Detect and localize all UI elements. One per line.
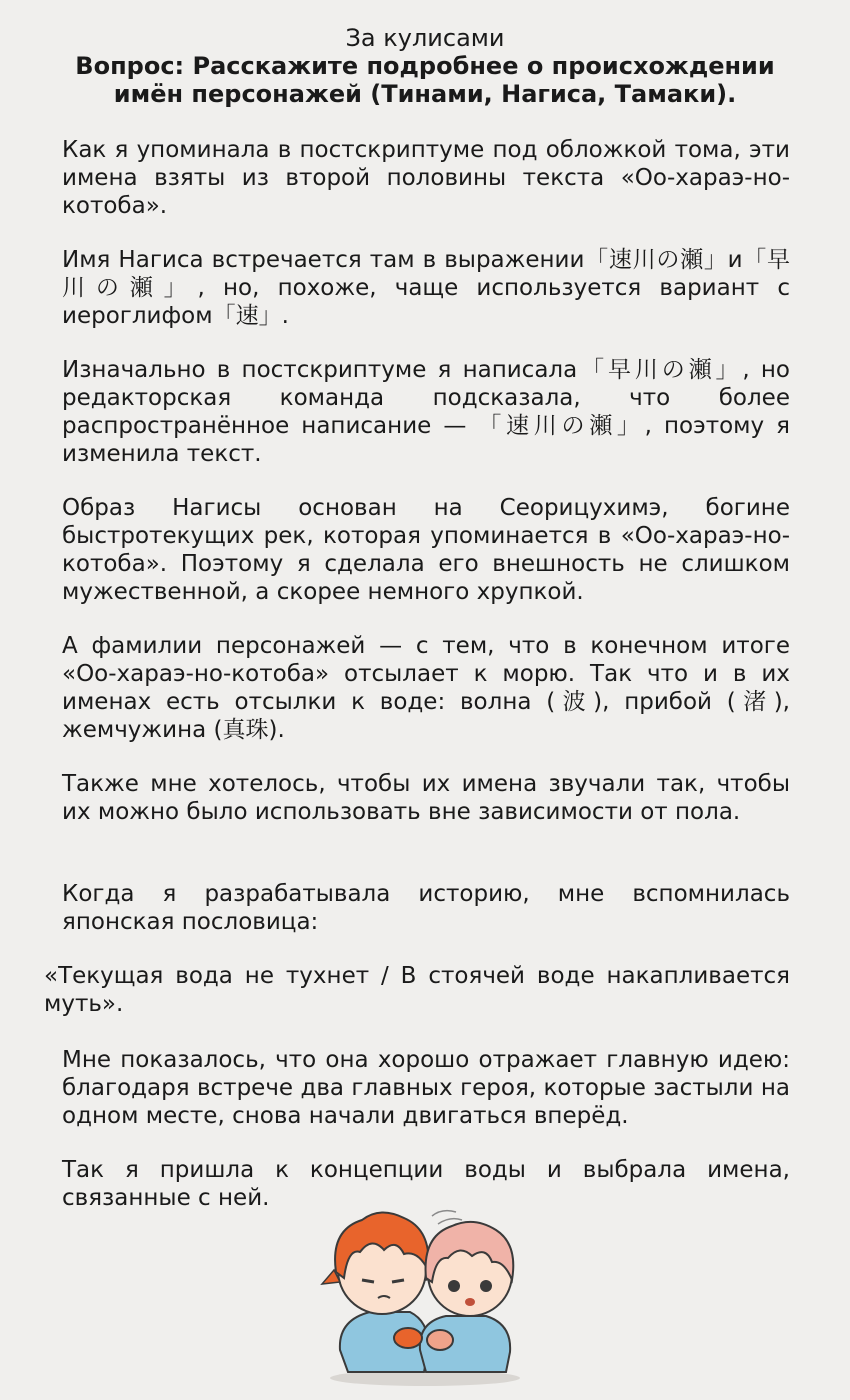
header xyxy=(0,24,850,108)
question-line-1: Вопрос: Расскажите подробнее о происхождении xyxy=(75,52,775,80)
paragraph-1: Как я упоминала в постскриптуме под обложкой тома, эти имена взяты из второй половины текста «Оо-хараэ-но-котоба». xyxy=(62,137,790,219)
chibi-illustration xyxy=(300,1200,550,1390)
motion-lines xyxy=(432,1211,462,1224)
pink-character-hand xyxy=(427,1330,453,1350)
question-line-2: имён персонажей (Тинами, Нагиса, Тамаки). xyxy=(113,80,737,108)
pink-character-mouth xyxy=(465,1298,475,1306)
paragraph-3: Изначально в постскриптуме я написала「早川の瀬」, но редакторская команда подсказала, что более распространённое написание — 「速川の瀬」, поэтому я изменила текст. xyxy=(62,357,790,467)
orange-character-hand xyxy=(394,1328,422,1348)
page-title: За кулисами xyxy=(345,24,505,52)
paragraph-5: А фамилии персонажей — с тем, что в конечном итоге «Оо-хараэ-но-котоба» отсылает к морю. Так что и в их именах есть отсылки к воде: волна (波), прибой (渚), жемчужина (真珠). xyxy=(62,633,790,743)
pink-character-eye xyxy=(480,1280,492,1292)
paragraph-proverb: «Текущая вода не тухнет / В стоячей воде накапливается муть». xyxy=(44,963,790,1017)
paragraph-8: Мне показалось, что она хорошо отражает главную идею: благодаря встрече два главных героя, которые застыли на одном месте, снова начали двигаться вперёд. xyxy=(62,1047,790,1129)
pink-character-eye xyxy=(448,1280,460,1292)
orange-character-eye xyxy=(362,1280,374,1282)
paragraph-6: Также мне хотелось, чтобы их имена звучали так, чтобы их можно было использовать вне зависимости от пола. xyxy=(62,771,790,825)
paragraph-7: Когда я разрабатывала историю, мне вспомнилась японская пословица: xyxy=(62,881,790,935)
paragraph-9: Так я пришла к концепции воды и выбрала имена, связанные с ней. xyxy=(62,1157,790,1211)
paragraph-4: Образ Нагисы основан на Сеорицухимэ, богине быстротекущих рек, которая упоминается в «Оо-хараэ-но-котоба». Поэтому я сделала его внешность не слишком мужественной, а скорее немного хрупкой. xyxy=(62,495,790,605)
orange-character-eye xyxy=(392,1280,404,1282)
paragraph-2: Имя Нагиса встречается там в выражении「速川の瀬」и「早川の瀬」, но, похоже, чаще используется вариант с иероглифом「速」. xyxy=(62,247,790,329)
